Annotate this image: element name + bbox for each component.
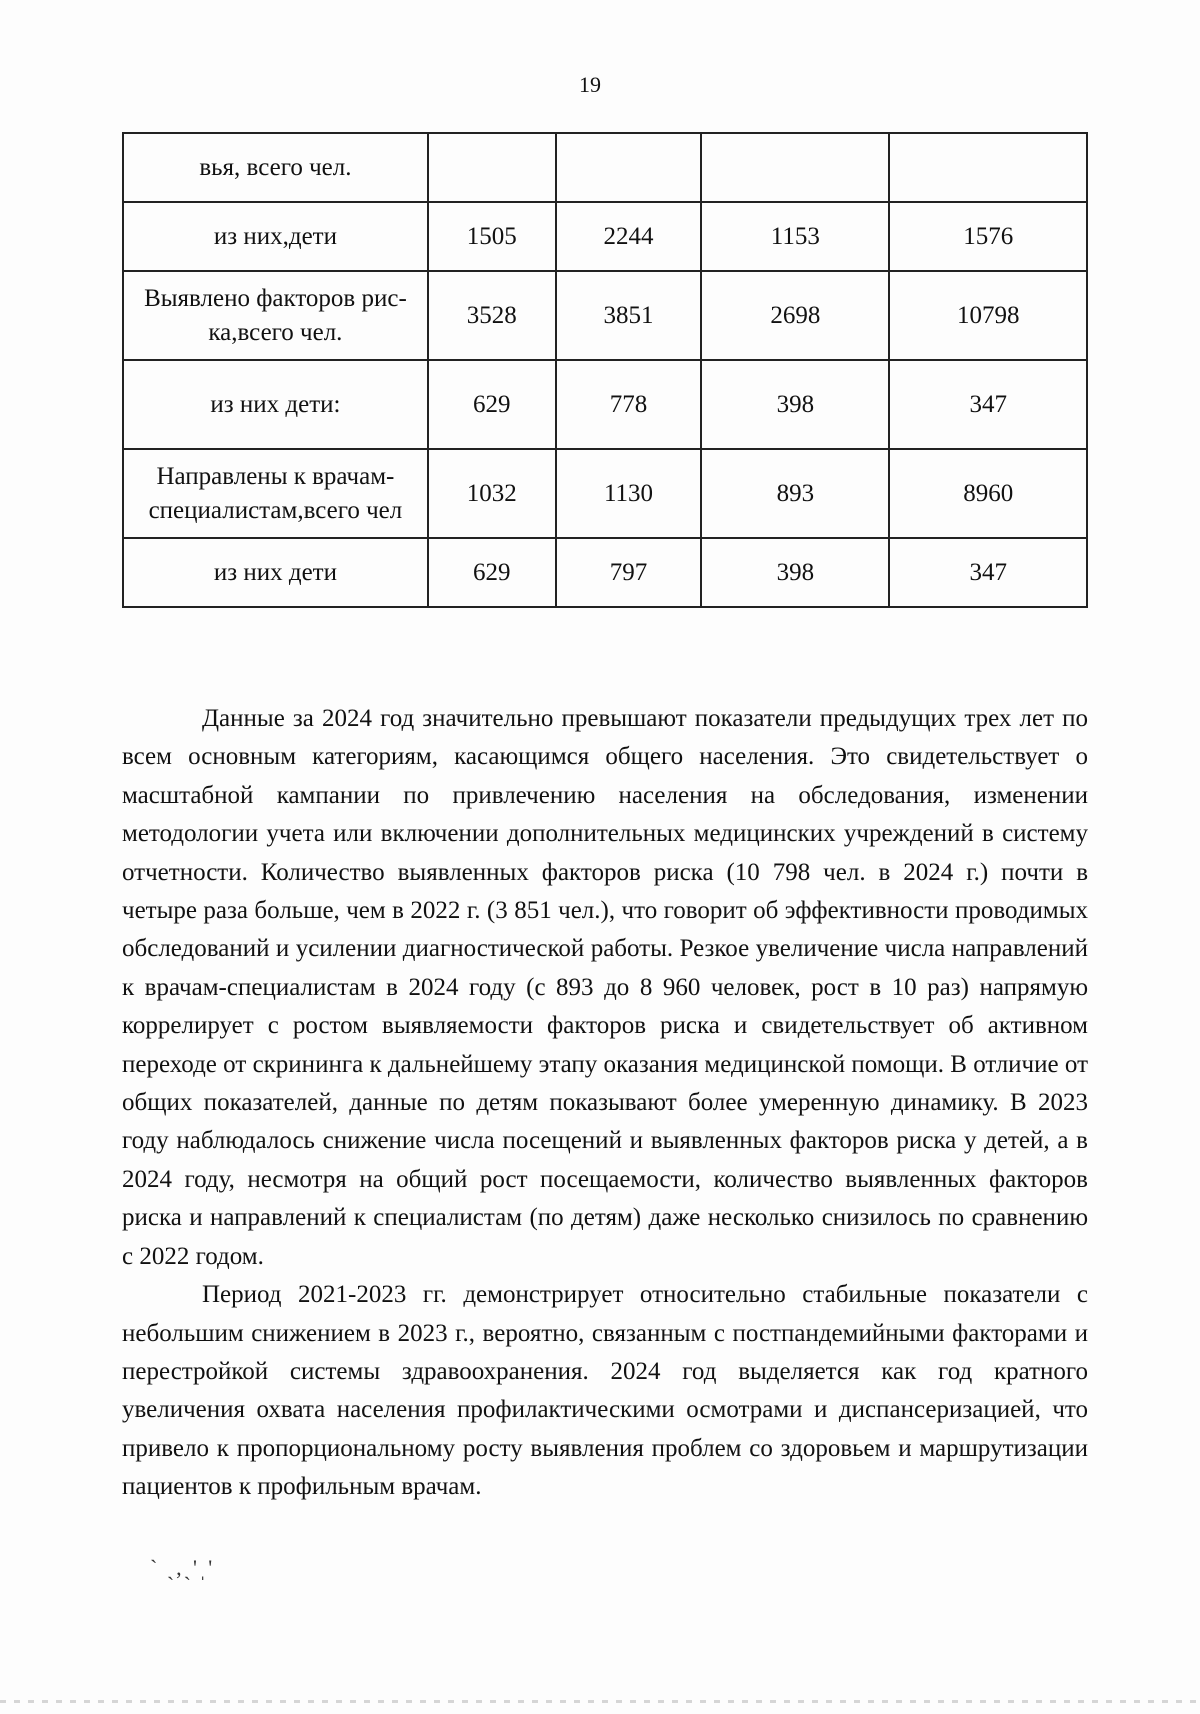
table-cell: 3851 [556,271,702,360]
table-cell: 797 [556,538,702,607]
row-label: из них,дети [123,202,428,271]
table-cell: 1153 [701,202,889,271]
table-cell: 629 [428,538,556,607]
table-cell: 629 [428,360,556,449]
table-row [123,360,1087,449]
row-label: вья, всего чел. [123,133,428,202]
paragraph: Данные за 2024 год значительно превышают показатели предыдущих трех лет по всем основным категориям, касающимся общего населения. Это свидетельствует о масштабной кампании по привлечению населения на обследования, изменении методологии учета или включении дополнительных медицинских учреждений в систему отчетности. Количество выявленных факторов риска (10 798 чел. в 2024 г.) почти в четыре раза больше, чем в 2022 г. (3 851 чел.), что говорит об эффективности проводимых обследований и усилении диагностической работы. Резкое увеличение числа направлений к врачам-специалистам в 2024 году (с 893 до 8 960 человек, рост в 10 раз) напрямую коррелирует с ростом выявляемости факторов риска и свидетельствует об активном переходе от скрининга к дальнейшему этапу оказания медицинской помощи. В отличие от общих показателей, данные по детям показывают более умеренную динамику. В 2023 году наблюдалось снижение числа посещений и выявленных факторов риска у детей, а в 2024 году, несмотря на общий рост посещаемости, количество выявленных факторов риска и направлений к специалистам (по детям) даже несколько снизилось по сравнению с 2022 годом. [122,705,1088,1270]
table-cell: 347 [889,538,1087,607]
table-cell [428,133,556,202]
table-row [123,133,1087,202]
row-label: из них дети [123,538,428,607]
table-cell: 10798 [889,271,1087,360]
table-cell: 1576 [889,202,1087,271]
table-cell: 778 [556,360,702,449]
table-row [123,202,1087,271]
table-cell: 2244 [556,202,702,271]
table-cell: 893 [701,449,889,538]
table-cell: 1130 [556,449,702,538]
table-cell: 347 [889,360,1087,449]
scan-specks: ` ˎ,ˏ'ˌ' [150,1555,215,1580]
paragraph: Период 2021-2023 гг. демонстрирует относительно стабильные показатели с небольшим снижением в 2023 г., вероятно, связанным с постпандемийными факторами и перестройкой системы здравоохранения. 2024 год выделяется как год кратного увеличения охвата населения профилактическими осмотрами и диспансеризацией, что привело к пропорциональному росту выявления проблем со здоровьем и маршрутизации пациентов к профильным врачам. [122,1281,1088,1501]
table-cell: 3528 [428,271,556,360]
table-cell: 1505 [428,202,556,271]
scan-edge [0,1700,1200,1703]
row-label: из них дети: [123,360,428,449]
table-cell: 398 [701,538,889,607]
body-text [122,700,1088,1507]
table-row [123,538,1087,607]
table-cell: 8960 [889,449,1087,538]
table-cell: 398 [701,360,889,449]
page-number: 19 [579,72,601,97]
table-cell [556,133,702,202]
table-cell [701,133,889,202]
table-row [123,449,1087,538]
data-table [122,132,1088,608]
row-label: Выявлено факторов рис-ка,всего чел. [123,271,428,360]
table-cell: 2698 [701,271,889,360]
row-label: Направлены к врачам-специалистам,всего чел [123,449,428,538]
table-cell [889,133,1087,202]
table-row [123,271,1087,360]
table-cell: 1032 [428,449,556,538]
